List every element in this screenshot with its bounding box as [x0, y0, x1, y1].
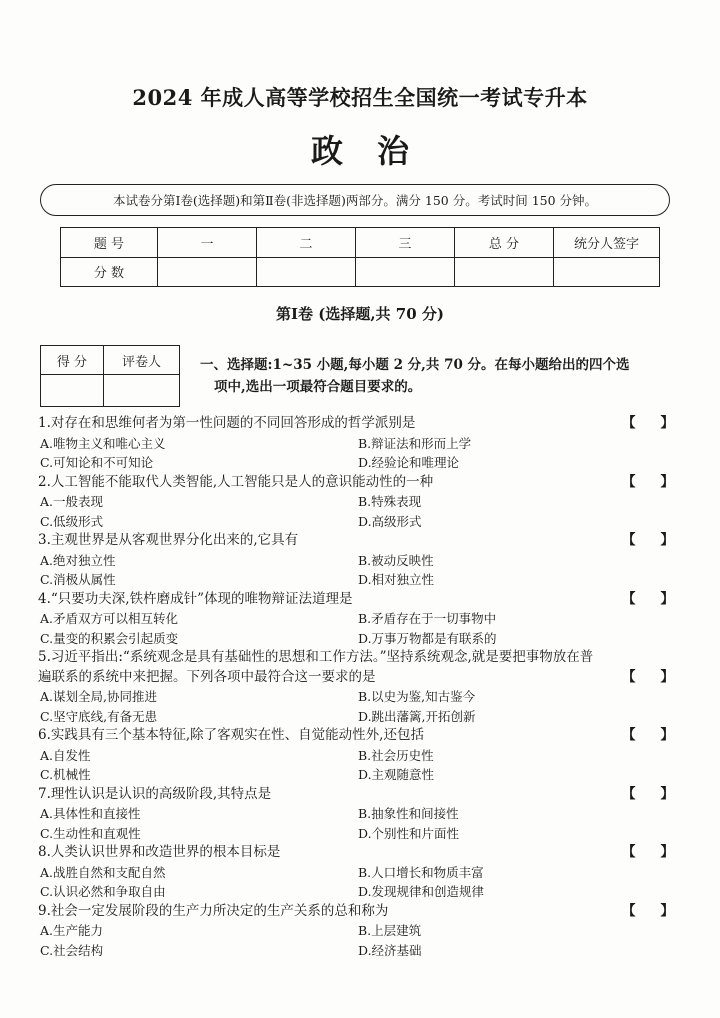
- bracket-left: 【: [622, 844, 636, 860]
- answer-bracket[interactable]: [622, 414, 674, 434]
- answer-bracket[interactable]: [622, 902, 674, 922]
- bracket-left: 【: [622, 590, 636, 607]
- option-row: [38, 863, 674, 883]
- answer-option: C.消极从属性: [40, 572, 116, 587]
- exam-title: 2024 年成人高等学校招生全国统一考试专升本: [132, 85, 588, 110]
- option-row: [38, 824, 674, 844]
- question-stem: 7.理性认识是认识的高级阶段,其特点是: [38, 785, 272, 802]
- bracket-right: 】: [660, 415, 674, 431]
- answer-bracket[interactable]: [622, 531, 674, 551]
- option-row: [38, 882, 674, 902]
- option-row: [38, 434, 674, 454]
- answer-bracket[interactable]: [622, 473, 674, 493]
- score-cell: [158, 257, 257, 287]
- bracket-right: 】: [660, 668, 674, 685]
- score-cell: 题 号: [61, 228, 158, 258]
- question-stem: 8.人类认识世界和改造世界的根本目标是: [38, 844, 281, 860]
- question-item: [38, 590, 674, 649]
- bracket-right: 】: [660, 902, 674, 919]
- grader-name-label: 评卷人: [104, 346, 180, 375]
- option-row: [38, 746, 674, 766]
- question-stem: 1.对存在和思维何者为第一性问题的不同回答形成的哲学派别是: [38, 415, 416, 431]
- question-list: [38, 414, 674, 960]
- answer-option: D.高级形式: [358, 513, 422, 529]
- option-row: [38, 707, 674, 727]
- exam-notice-text: 本试卷分第Ⅰ卷(选择题)和第Ⅱ卷(非选择题)两部分。满分 150 分。考试时间 150 分钟。: [112, 193, 598, 208]
- answer-option: B.辩证法和形而上学: [358, 435, 472, 451]
- option-row: [38, 765, 674, 785]
- answer-option: A.生产能力: [40, 923, 104, 938]
- score-cell: [356, 257, 455, 287]
- bracket-left: 【: [622, 902, 636, 919]
- option-row: [38, 804, 674, 824]
- option-row: [38, 609, 674, 629]
- answer-bracket[interactable]: [622, 726, 674, 746]
- answer-option: A.一般表现: [40, 494, 104, 509]
- question-stem: 6.实践具有三个基本特征,除了客观实在性、自觉能动性外,还包括: [38, 727, 424, 743]
- bracket-left: 【: [622, 785, 636, 802]
- option-row: [38, 921, 674, 941]
- score-cell: [257, 257, 356, 287]
- answer-option: A.具体性和直接性: [40, 806, 141, 821]
- volume-title: 第Ⅰ卷 (选择题,共 70 分): [276, 305, 444, 323]
- score-cell: 二: [257, 228, 356, 258]
- answer-option: D.发现规律和创造规律: [358, 884, 485, 899]
- option-row: [38, 551, 674, 571]
- question-stem: 3.主观世界是从客观世界分化出来的,它具有: [38, 532, 299, 548]
- option-row: [38, 453, 674, 473]
- question-item: [38, 648, 674, 726]
- question-item: [38, 843, 674, 902]
- grader-name-cell: [104, 375, 180, 407]
- question-stem: 遍联系的系统中来把握。下列各项中最符合这一要求的是: [38, 668, 376, 685]
- bracket-left: 【: [622, 473, 636, 490]
- answer-option: D.个别性和片面性: [358, 825, 460, 841]
- bracket-right: 】: [660, 844, 674, 860]
- option-row: [38, 492, 674, 512]
- question-item: [38, 531, 674, 590]
- option-row: [38, 629, 674, 649]
- subject-title: 政治: [310, 132, 443, 170]
- section-instructions-line: 一、选择题:1~35 小题,每小题 2 分,共 70 分。在每小题给出的四个选: [200, 357, 630, 373]
- answer-option: B.特殊表现: [358, 494, 422, 509]
- score-table-value-row: [61, 257, 660, 287]
- bracket-left: 【: [622, 668, 636, 685]
- answer-option: A.绝对独立性: [40, 552, 116, 568]
- bracket-right: 】: [660, 727, 674, 743]
- question-item: [38, 726, 674, 785]
- question-stem: 5.习近平指出:“系统观念是具有基础性的思想和工作方法。”坚持系统观念,就是要把事物放在普: [38, 649, 594, 665]
- bracket-left: 【: [622, 727, 636, 743]
- grader-table: [40, 345, 180, 407]
- option-row: [38, 687, 674, 707]
- score-cell: 统分人签字: [554, 228, 660, 258]
- score-cell: [455, 257, 554, 287]
- answer-option: A.自发性: [40, 747, 91, 763]
- score-cell: 一: [158, 228, 257, 258]
- answer-option: C.社会结构: [40, 942, 104, 958]
- exam-notice: [40, 184, 670, 216]
- answer-option: A.谋划全局,协同推进: [40, 689, 157, 704]
- option-row: [38, 512, 674, 532]
- answer-option: B.抽象性和间接性: [358, 806, 459, 821]
- answer-option: B.上层建筑: [358, 923, 422, 938]
- bracket-left: 【: [622, 415, 636, 431]
- answer-option: C.量变的积累会引起质变: [40, 630, 179, 646]
- bracket-right: 】: [660, 473, 674, 490]
- answer-option: B.社会历史性: [358, 747, 434, 763]
- section-instructions: [200, 354, 670, 398]
- grader-score-cell: [41, 375, 104, 407]
- option-row: [38, 570, 674, 590]
- answer-option: D.经济基础: [358, 942, 422, 958]
- answer-option: A.矛盾双方可以相互转化: [40, 611, 179, 626]
- question-item: [38, 785, 674, 844]
- answer-option: C.坚守底线,有备无患: [40, 708, 158, 724]
- question-stem: 4.“只要功夫深,铁杵磨成针”体现的唯物辩证法道理是: [38, 590, 353, 607]
- answer-option: B.以史为鉴,知古鉴今: [358, 689, 476, 704]
- answer-option: C.可知论和不可知论: [40, 455, 154, 470]
- section-instructions-line: 项中,选出一项最符合题目要求的。: [214, 379, 422, 395]
- answer-option: C.认识必然和争取自由: [40, 884, 166, 899]
- answer-option: B.被动反映性: [358, 552, 434, 568]
- bracket-right: 】: [660, 590, 674, 607]
- score-cell: 分 数: [61, 257, 158, 287]
- answer-bracket[interactable]: [622, 785, 674, 805]
- answer-bracket[interactable]: [622, 843, 674, 863]
- score-cell: [554, 257, 660, 287]
- question-item: [38, 473, 674, 532]
- answer-option: B.矛盾存在于一切事物中: [358, 611, 497, 626]
- answer-option: D.相对独立性: [358, 572, 435, 587]
- score-cell: 总 分: [455, 228, 554, 258]
- answer-option: C.生动性和直观性: [40, 825, 141, 841]
- question-stem: 9.社会一定发展阶段的生产力所决定的生产关系的总和称为: [38, 902, 389, 919]
- answer-option: C.机械性: [40, 767, 91, 782]
- bracket-right: 】: [660, 785, 674, 802]
- score-table-header-row: [61, 228, 660, 258]
- answer-option: B.人口增长和物质丰富: [358, 864, 484, 880]
- bracket-left: 【: [622, 532, 636, 548]
- option-row: [38, 941, 674, 961]
- answer-option: D.跳出藩篱,开拓创新: [358, 708, 476, 724]
- bracket-right: 】: [660, 532, 674, 548]
- answer-bracket[interactable]: [622, 590, 674, 610]
- answer-option: A.战胜自然和支配自然: [40, 864, 166, 880]
- grader-score-label: 得 分: [41, 346, 104, 375]
- score-cell: 三: [356, 228, 455, 258]
- score-table: [60, 227, 660, 287]
- answer-bracket[interactable]: [622, 668, 674, 688]
- answer-option: D.万事万物都是有联系的: [358, 630, 497, 646]
- answer-option: C.低级形式: [40, 513, 104, 529]
- answer-option: D.经验论和唯理论: [358, 455, 460, 470]
- question-item: [38, 902, 674, 961]
- question-stem: 2.人工智能不能取代人类智能,人工智能只是人的意识能动性的一种: [38, 473, 434, 490]
- answer-option: A.唯物主义和唯心主义: [40, 435, 166, 451]
- question-item: [38, 414, 674, 473]
- answer-option: D.主观随意性: [358, 767, 435, 782]
